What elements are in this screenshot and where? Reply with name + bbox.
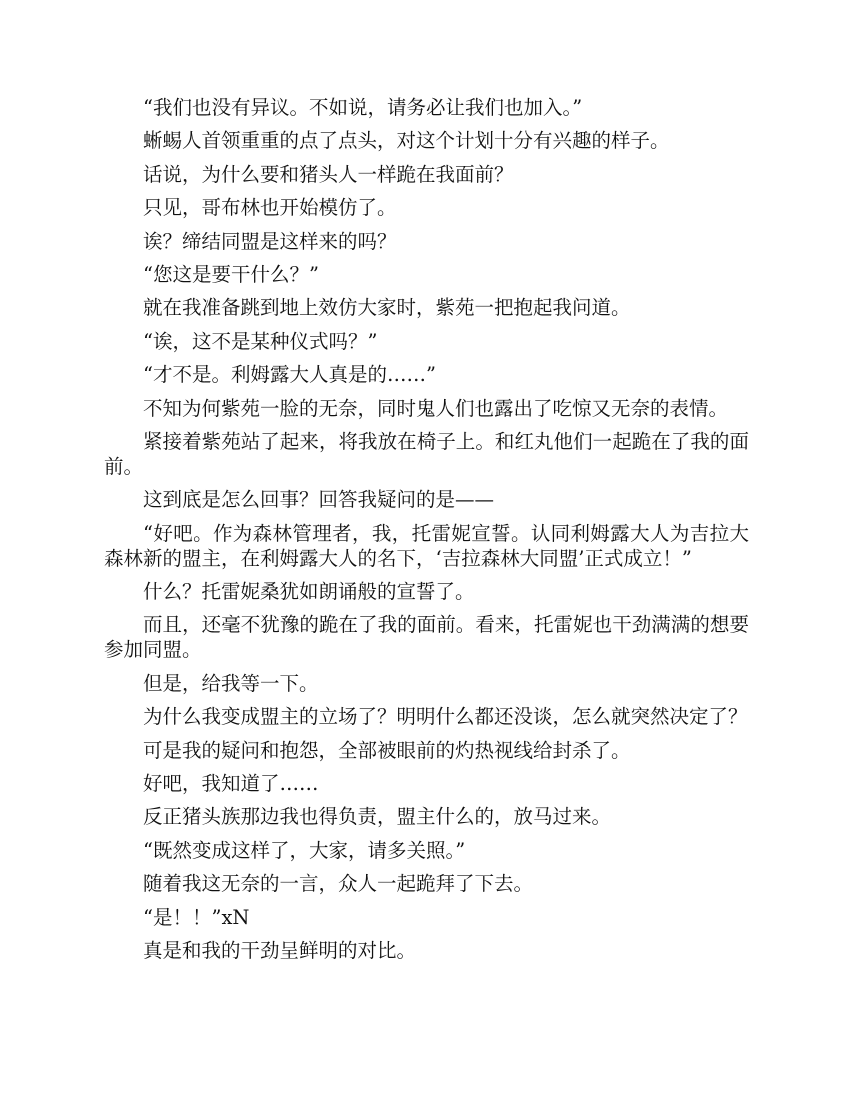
paragraph: 好吧，我知道了…… bbox=[143, 772, 319, 796]
paragraph: “诶，这不是某种仪式吗？” bbox=[143, 329, 378, 353]
paragraph: “我们也没有异议。不如说，请务必让我们也加入。” bbox=[143, 96, 583, 119]
paragraph: 紧接着紫苑站了起来，将我放在椅子上。和红丸他们一起跪在了我的面前。 bbox=[104, 429, 749, 478]
paragraph: “才不是。利姆露大人真是的……” bbox=[143, 363, 436, 387]
paragraph: 真是和我的干劲呈鲜明的对比。 bbox=[143, 938, 417, 962]
paragraph: 诶？缔结同盟是这样来的吗？ bbox=[143, 229, 397, 253]
paragraph: 而且，还毫不犹豫的跪在了我的面前。看来，托雷妮也干劲满满的想要参加同盟。 bbox=[104, 613, 749, 662]
text-body bbox=[104, 95, 749, 971]
paragraph: “您这是要干什么？” bbox=[143, 262, 319, 286]
paragraph: “是！！”xN bbox=[143, 905, 250, 929]
paragraph: 这到底是怎么回事？回答我疑问的是—— bbox=[143, 488, 495, 512]
paragraph: 只见，哥布林也开始模仿了。 bbox=[143, 196, 397, 220]
paragraph: 就在我准备跳到地上效仿大家时，紫苑一把抱起我问道。 bbox=[143, 296, 631, 320]
paragraph: 什么？托雷妮桑犹如朗诵般的宣誓了。 bbox=[143, 580, 475, 604]
paragraph: “既然变成这样了，大家，请多关照。” bbox=[143, 838, 466, 862]
paragraph: 不知为何紫苑一脸的无奈，同时鬼人们也露出了吃惊又无奈的表情。 bbox=[143, 396, 729, 420]
paragraph: 随着我这无奈的一言，众人一起跪拜了下去。 bbox=[143, 872, 534, 896]
paragraph: “好吧。作为森林管理者，我，托雷妮宣誓。认同利姆露大人为吉拉大森林新的盟主，在利姆露大人的名下，‘吉拉森林大同盟’正式成立！” bbox=[104, 521, 749, 570]
paragraph: 话说，为什么要和猪头人一样跪在我面前？ bbox=[143, 162, 514, 186]
paragraph: 反正猪头族那边我也得负责，盟主什么的，放马过来。 bbox=[143, 805, 612, 829]
paragraph: 但是，给我等一下。 bbox=[143, 671, 319, 695]
paragraph: 蜥蜴人首领重重的点了点头，对这个计划十分有兴趣的样子。 bbox=[143, 129, 670, 153]
paragraph: 为什么我变成盟主的立场了？明明什么都还没谈，怎么就突然决定了？ bbox=[143, 705, 748, 729]
paragraph: 可是我的疑问和抱怨，全部被眼前的灼热视线给封杀了。 bbox=[143, 738, 631, 762]
